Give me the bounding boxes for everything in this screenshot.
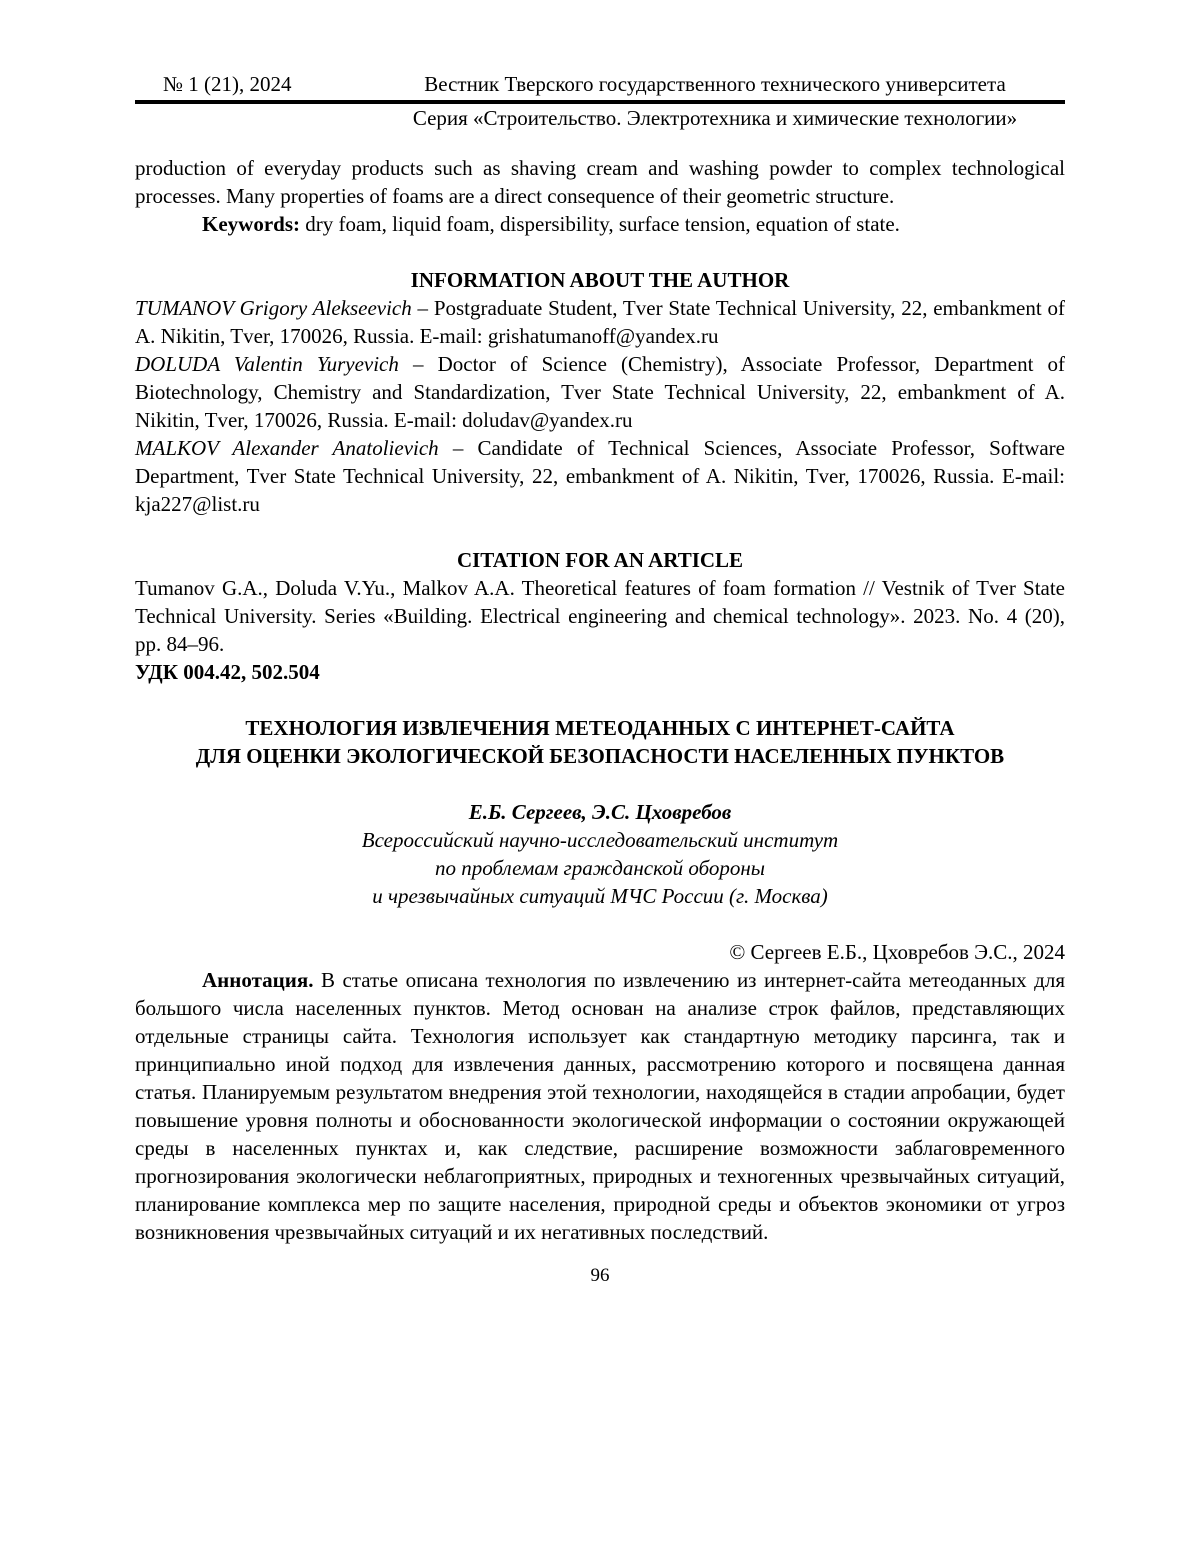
author-info-heading: INFORMATION ABOUT THE AUTHOR — [410, 268, 790, 292]
article-title-line2: ДЛЯ ОЦЕНКИ ЭКОЛОГИЧЕСКОЙ БЕЗОПАСНОСТИ НАСЕЛЕННЫХ ПУНКТОВ — [195, 744, 1005, 768]
annotation-text: В статье описана технология по извлечению из интернет-сайта метеоданных для большого числа населенных пунктов. Метод основан на анализе строк файлов, представляющих отдельные страницы сайта. Технология использует как стандартную методику парсинга, так и принципиально иной подход для извлечения данных, рассмотрению которого и посвящена данная статья. Планируемым результатом внедрения этой технологии, находящейся в стадии апробации, будет повышение уровня полноты и обоснованности экологической информации о состоянии окружающей среды в населенных пунктах и, как следствие, расширение возможности заблаговременного прогнозирования экологически неблагоприятных, природных и техногенных чрезвычайных ситуаций, планирование комплекса мер по защите населения, природной среды и объектов экономики от угроз возникновения чрезвычайных ситуаций и их негативных последствий. — [135, 968, 1065, 1244]
journal-title: Вестник Тверского государственного технического университета — [424, 72, 1006, 96]
keywords-line — [135, 210, 1065, 238]
affiliation-line3: и чрезвычайных ситуаций МЧС России (г. Москва) — [372, 884, 828, 908]
author-name: TUMANOV Grigory Alekseevich — [135, 296, 412, 320]
english-abstract-continuation: production of everyday products such as shaving cream and washing powder to complex technological processes. Many properties of foams are a direct consequence of their geometric structure. — [135, 156, 1065, 208]
author-details: – Doctor of Science (Chemistry), Associate Professor, Department of Biotechnology, Chemistry and Standardization, Tver State Technical University, 22, embankment of A. Nikitin, Tver, 170026, Russia. E-mail: doludav@yandex.ru — [135, 352, 1066, 432]
citation-text: Tumanov G.A., Doluda V.Yu., Malkov A.A. Theoretical features of foam formation // Vestnik of Tver State Technical University. Series «Building. Electrical engineering and chemical technology». 2023. No. 4 (20), pp. 84–96. — [135, 576, 1065, 656]
udc-code: УДК 004.42, 502.504 — [135, 660, 320, 684]
author-name: DOLUDA Valentin Yuryevich — [135, 352, 399, 376]
author-details: – Candidate of Technical Sciences, Associate Professor, Software Department, Tver State Technical University, 22, embankment of A. Nikitin, Tver, 170026, Russia. E-mail: kja227@list.ru — [135, 436, 1065, 516]
page-header — [135, 70, 1065, 132]
copyright-line: © Сергеев Е.Б., Цховребов Э.С., 2024 — [729, 940, 1065, 964]
article-authors: Е.Б. Сергеев, Э.С. Цховребов — [468, 800, 732, 824]
article-title-line1: ТЕХНОЛОГИЯ ИЗВЛЕЧЕНИЯ МЕТЕОДАННЫХ С ИНТЕРНЕТ-САЙТА — [245, 716, 955, 740]
article-affiliation — [135, 826, 1065, 910]
keywords-label: Keywords: — [202, 212, 300, 236]
author-entry-tumanov — [135, 294, 1065, 350]
author-name: MALKOV Alexander Anatolievich — [135, 436, 439, 460]
affiliation-line1: Всероссийский научно-исследовательский институт — [361, 828, 839, 852]
issue-number: № 1 (21), 2024 — [163, 72, 292, 96]
annotation-label: Аннотация. — [202, 968, 314, 992]
article-title — [135, 714, 1065, 770]
author-entry-malkov — [135, 434, 1065, 518]
citation-heading: CITATION FOR AN ARTICLE — [456, 548, 744, 572]
author-entry-doluda — [135, 350, 1065, 434]
author-details: – Postgraduate Student, Tver State Technical University, 22, embankment of A. Nikitin, Tver, 170026, Russia. E-mail: grishatumanoff@yandex.ru — [135, 296, 1065, 348]
affiliation-line2: по проблемам гражданской обороны — [434, 856, 766, 880]
journal-series: Серия «Строительство. Электротехника и химические технологии» — [412, 106, 1018, 130]
header-row — [135, 70, 1065, 104]
page-number: 96 — [590, 1265, 610, 1286]
keywords-text: dry foam, liquid foam, dispersibility, surface tension, equation of state. — [300, 212, 900, 236]
annotation-paragraph — [135, 966, 1065, 1246]
